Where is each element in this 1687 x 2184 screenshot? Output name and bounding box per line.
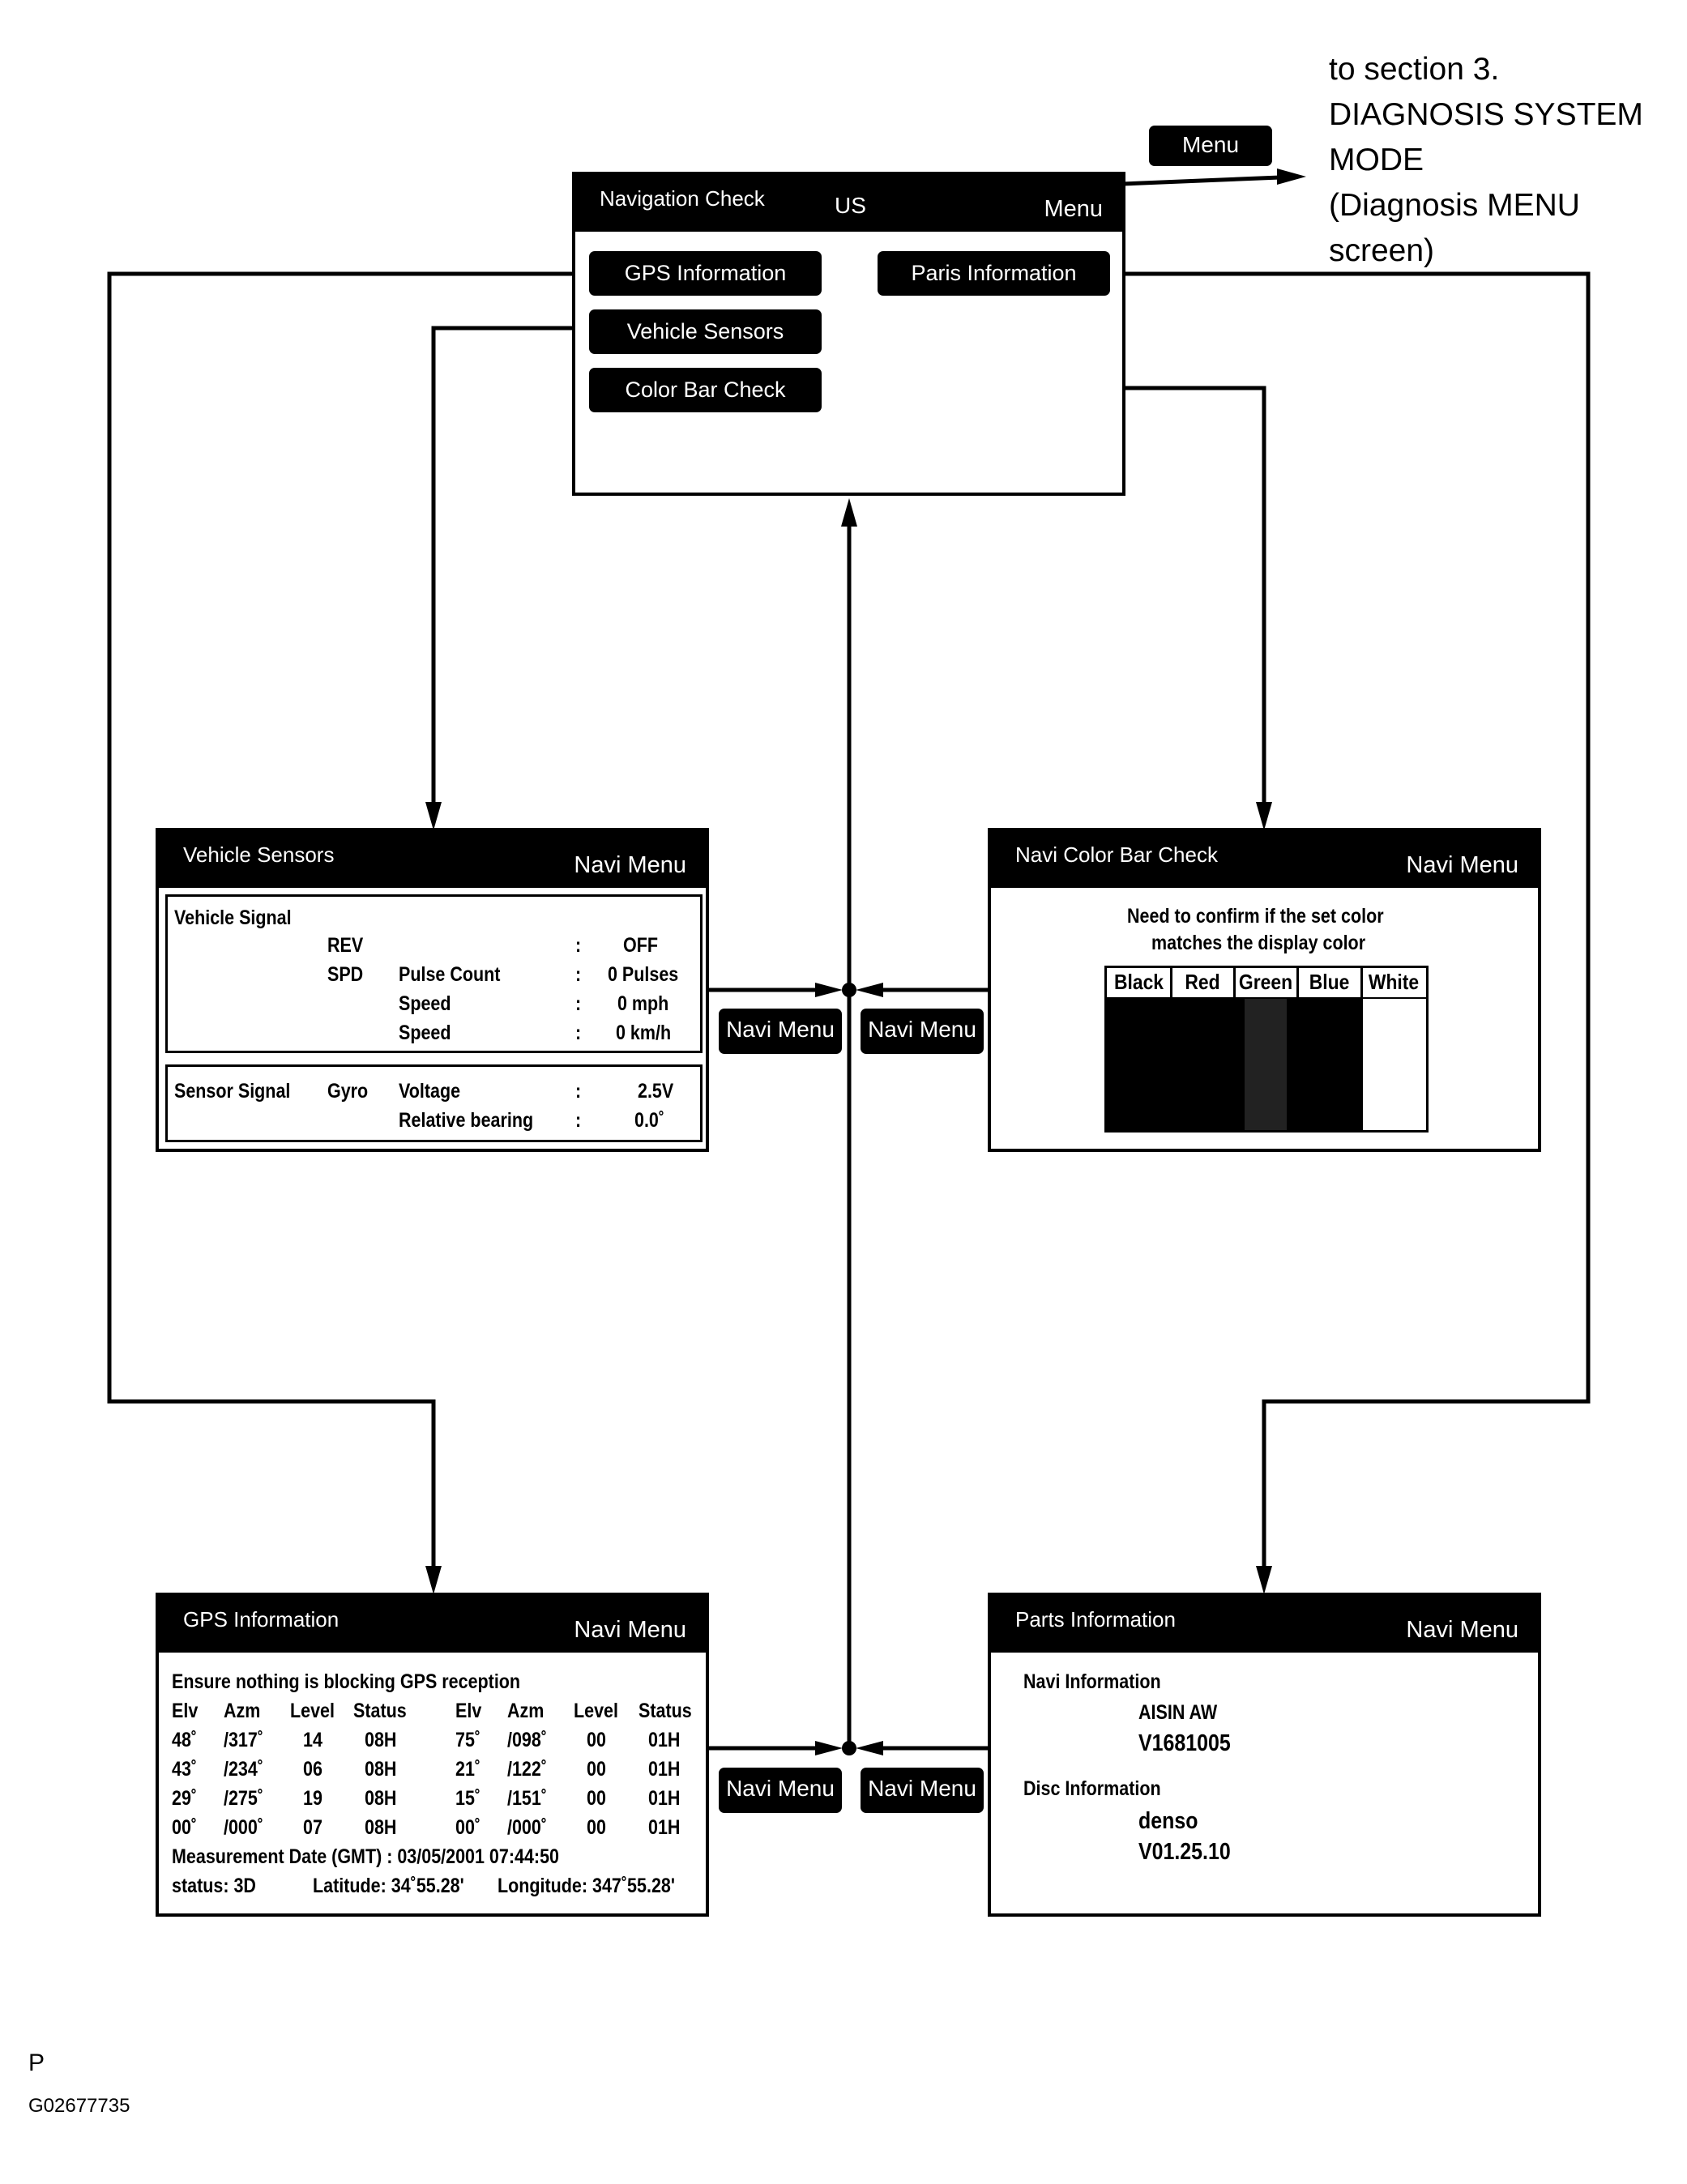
colon: : [575, 963, 582, 986]
arrow-right-icon [815, 983, 843, 997]
color-label-black: Black [1113, 970, 1164, 994]
spd-label: SPD [327, 963, 364, 986]
arrow-down-icon [425, 802, 442, 830]
colon: : [575, 1109, 582, 1132]
color-bar-check-button[interactable]: Color Bar Check [589, 368, 822, 412]
disc-maker: denso [1138, 1808, 1198, 1834]
column-header: Level [574, 1700, 618, 1722]
navi-maker: AISIN AW [1138, 1701, 1218, 1724]
bearing-value: 0.0˚ [634, 1109, 665, 1132]
vehicle-sensors-screen [156, 828, 709, 1152]
table-cell: /000˚ [224, 1816, 264, 1839]
color-label-red: Red [1185, 970, 1220, 994]
column-header: Azm [507, 1700, 545, 1722]
disc-information-label: Disc Information [1023, 1777, 1161, 1800]
instruction-text: Need to confirm if the set color [1127, 905, 1384, 928]
arrow-left-icon [856, 983, 883, 997]
gps-information-screen [156, 1593, 709, 1917]
column-header: Elv [172, 1700, 199, 1722]
menu-button[interactable]: Menu [1044, 196, 1103, 222]
table-cell: /275˚ [224, 1787, 264, 1810]
arrow-down-icon [1256, 802, 1272, 830]
column-header: Status [638, 1700, 692, 1722]
table-cell: 08H [365, 1787, 397, 1810]
table-cell: /151˚ [507, 1787, 548, 1810]
note-line: MODE [1329, 143, 1424, 177]
colon: : [575, 934, 582, 957]
color-swatch-dark [1107, 999, 1360, 1130]
pulse-count-value: 0 Pulses [608, 963, 679, 986]
navi-version: V1681005 [1138, 1730, 1231, 1756]
screen-title: Vehicle Sensors [183, 842, 335, 867]
vehicle-signal-panel [165, 894, 703, 1053]
title-bar [575, 175, 1122, 232]
screen-title: GPS Information [183, 1607, 340, 1632]
sensor-signal-panel [165, 1064, 703, 1142]
parts-information-button[interactable]: Paris Information [878, 251, 1110, 296]
gps-status: status: 3D [172, 1875, 256, 1897]
latitude: Latitude: 34˚55.28' [313, 1875, 464, 1897]
color-label-white: White [1368, 970, 1420, 994]
navi-information-label: Navi Information [1023, 1670, 1161, 1693]
navi-menu-button[interactable]: Navi Menu [861, 1009, 984, 1054]
color-bar-table [1104, 966, 1429, 1133]
table-cell: 08H [365, 1816, 397, 1839]
table-cell: 00˚ [455, 1816, 481, 1839]
pulse-count-label: Pulse Count [399, 963, 501, 986]
arrow-down-icon [425, 1566, 442, 1594]
disc-version: V01.25.10 [1138, 1839, 1231, 1865]
relative-bearing-label: Relative bearing [399, 1109, 534, 1132]
column-divider [1170, 968, 1172, 997]
rev-label: REV [327, 934, 364, 957]
speed-label: Speed [399, 1022, 451, 1044]
table-cell: 21˚ [455, 1758, 481, 1781]
table-cell: /098˚ [507, 1729, 548, 1751]
navi-menu-button[interactable]: Navi Menu [1406, 1617, 1518, 1643]
gps-warning-text: Ensure nothing is blocking GPS reception [172, 1670, 521, 1693]
navi-menu-button[interactable]: Navi Menu [861, 1768, 984, 1813]
note-line: screen) [1329, 233, 1435, 268]
longitude: Longitude: 347˚55.28' [498, 1875, 675, 1897]
colon: : [575, 1022, 582, 1044]
footer-letter: P [28, 2050, 45, 2076]
title-bar [991, 831, 1538, 888]
color-label-blue: Blue [1309, 970, 1350, 994]
navi-menu-button[interactable]: Navi Menu [1406, 852, 1518, 878]
colon: : [575, 992, 582, 1015]
table-cell: 08H [365, 1729, 397, 1751]
rev-value: OFF [623, 934, 658, 957]
column-divider [1233, 968, 1236, 997]
color-label-green: Green [1238, 970, 1293, 994]
screen-title: Navi Color Bar Check [1015, 842, 1218, 867]
screen-title: Navigation Check [600, 186, 765, 211]
column-header: Azm [224, 1700, 261, 1722]
junction-dot [842, 1741, 856, 1755]
table-cell: 00 [587, 1816, 606, 1839]
table-cell: 48˚ [172, 1729, 198, 1751]
instruction-text: matches the display color [1151, 932, 1366, 954]
note-line: (Diagnosis MENU [1329, 188, 1580, 223]
table-cell: 01H [648, 1816, 681, 1839]
speed-kmh-value: 0 km/h [616, 1022, 672, 1044]
arrow-up-icon [841, 498, 857, 527]
junction-dot [842, 983, 856, 997]
section-reference-note [1329, 47, 1643, 274]
arrow-right-icon [815, 1741, 843, 1755]
navi-menu-button[interactable]: Navi Menu [574, 852, 686, 878]
table-cell: /122˚ [507, 1758, 548, 1781]
table-cell: 15˚ [455, 1787, 481, 1810]
measurement-date: Measurement Date (GMT) : 03/05/2001 07:44:50 [172, 1845, 559, 1868]
column-header: Status [353, 1700, 407, 1722]
title-bar [159, 831, 706, 888]
note-line: DIAGNOSIS SYSTEM [1329, 97, 1643, 132]
voltage-label: Voltage [399, 1080, 461, 1103]
table-cell: 43˚ [172, 1758, 198, 1781]
speed-label: Speed [399, 992, 451, 1015]
navi-menu-button[interactable]: Navi Menu [574, 1617, 686, 1643]
table-cell: 00˚ [172, 1816, 198, 1839]
navigation-check-screen [572, 172, 1125, 496]
note-line: to section 3. [1329, 52, 1500, 87]
color-swatch-white [1363, 999, 1426, 1130]
table-cell: /317˚ [224, 1729, 264, 1751]
column-divider [1296, 968, 1299, 997]
table-cell: 01H [648, 1758, 681, 1781]
region-label: US [835, 193, 866, 218]
parts-information-screen [988, 1593, 1541, 1917]
menu-badge[interactable]: Menu [1149, 126, 1272, 166]
table-cell: /000˚ [507, 1816, 548, 1839]
table-cell: 29˚ [172, 1787, 198, 1810]
title-bar [159, 1596, 706, 1653]
screen-title: Parts Information [1015, 1607, 1176, 1632]
arrow-down-icon [1256, 1566, 1272, 1594]
table-cell: 00 [587, 1787, 606, 1810]
table-cell: 08H [365, 1758, 397, 1781]
vehicle-sensors-button[interactable]: Vehicle Sensors [589, 309, 822, 354]
navi-menu-button[interactable]: Navi Menu [719, 1009, 842, 1054]
table-cell: 14 [303, 1729, 322, 1751]
colon: : [575, 1080, 582, 1103]
speed-mph-value: 0 mph [617, 992, 669, 1015]
table-cell: 01H [648, 1729, 681, 1751]
figure-code: G02677735 [28, 2095, 130, 2117]
gps-information-button[interactable]: GPS Information [589, 251, 822, 296]
column-header: Level [290, 1700, 335, 1722]
color-bar-check-screen [988, 828, 1541, 1152]
navi-menu-button[interactable]: Navi Menu [719, 1768, 842, 1813]
column-header: Elv [455, 1700, 482, 1722]
title-bar [991, 1596, 1538, 1653]
table-cell: 01H [648, 1787, 681, 1810]
color-swatch-green [1245, 999, 1287, 1130]
table-cell: 06 [303, 1758, 322, 1781]
table-cell: 00 [587, 1729, 606, 1751]
voltage-value: 2.5V [638, 1080, 674, 1103]
table-cell: /234˚ [224, 1758, 264, 1781]
arrow-right-icon [1277, 168, 1306, 185]
table-cell: 00 [587, 1758, 606, 1781]
vehicle-signal-label: Vehicle Signal [174, 906, 292, 929]
table-cell: 75˚ [455, 1729, 481, 1751]
sensor-signal-label: Sensor Signal [174, 1080, 291, 1103]
gyro-label: Gyro [327, 1080, 369, 1103]
table-cell: 07 [303, 1816, 322, 1839]
table-cell: 19 [303, 1787, 322, 1810]
arrow-left-icon [856, 1741, 883, 1755]
